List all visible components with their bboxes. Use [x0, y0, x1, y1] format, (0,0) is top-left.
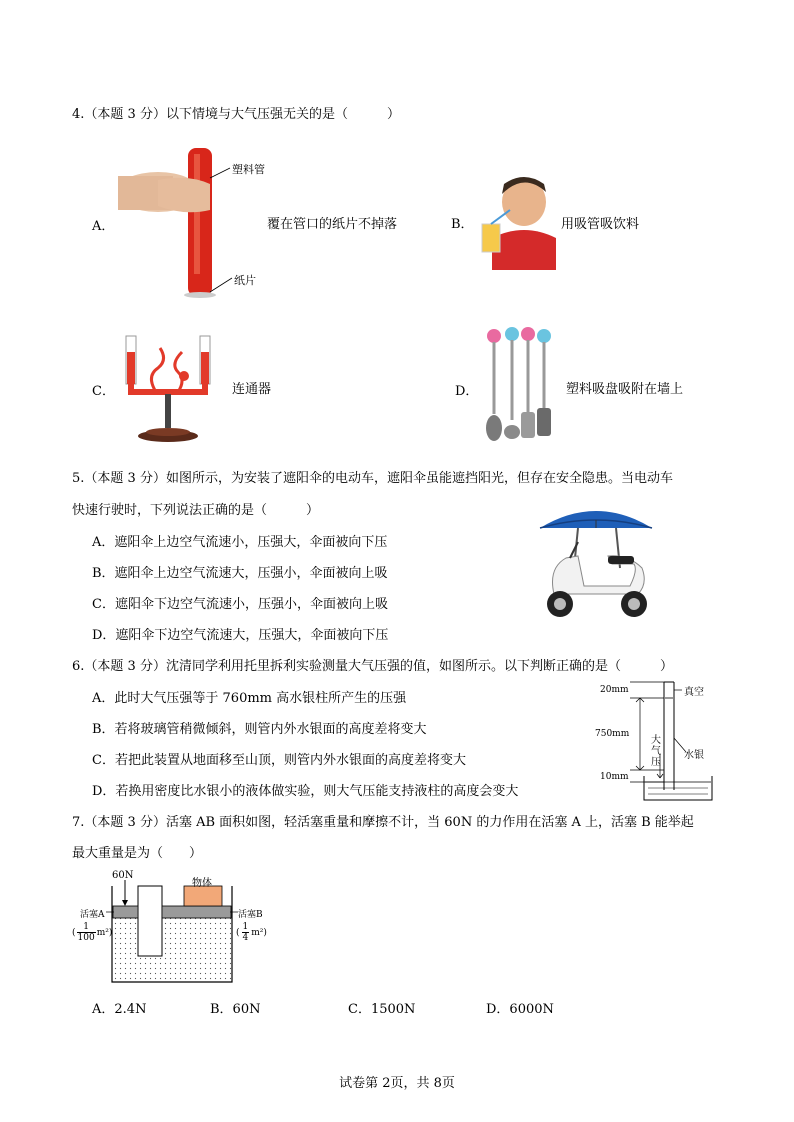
q7-option-c: C．1500N: [348, 1002, 416, 1017]
q5-stem-line1: 5.（本题 3 分）如图所示，为安装了遮阳伞的电动车，遮阳伞虽能遮挡阳光，但存在安全隐患。当电动车: [72, 471, 673, 486]
q6-option-c: C．若把此装置从地面移至山顶，则管内外水银面的高度差将变大: [92, 753, 466, 768]
q4-option-d-letter: D．: [455, 384, 479, 399]
q5-option-a: A．遮阳伞上边空气流速小，压强大，伞面被向下压: [92, 535, 388, 550]
paper-label: 纸片: [234, 274, 256, 287]
q7-option-d: D．6000N: [486, 1002, 554, 1017]
q7-option-a: A．2.4N: [92, 1002, 147, 1017]
q7-stem-line1: 7.（本题 3 分）活塞 AB 面积如图，轻活塞重量和摩擦不计，当 60N 的力作用在活塞 A 上，活塞 B 能举起: [72, 815, 694, 830]
tube-label: 塑料管: [232, 163, 265, 176]
scooter-umbrella-figure: [538, 498, 654, 622]
force-label: 60N: [112, 870, 134, 881]
q6-stem: 6.（本题 3 分）沈清同学利用托里拆利实验测量大气压强的值，如图所示。以下判断正确的是（ ）: [72, 659, 673, 674]
dim-750mm: 750mm: [595, 729, 630, 739]
q4-option-c-text: 连通器: [232, 382, 272, 397]
q4-option-b-text: 用吸管吸饮料: [561, 217, 640, 232]
mercury-label: 水银: [684, 750, 704, 761]
q4-option-b-letter: B．: [451, 217, 474, 232]
q4-option-a-text: 覆在管口的纸片不掉落: [267, 217, 398, 232]
q4-option-a-letter: A．: [92, 219, 115, 234]
q6-option-b: B．若将玻璃管稍微倾斜，则管内外水银面的高度差将变大: [92, 722, 427, 737]
q6-option-d: D．若换用密度比水银小的液体做实验，则大气压能支持液柱的高度会变大: [92, 784, 519, 799]
q4-stem: 4.（本题 3 分）以下情境与大气压强无关的是（ ）: [72, 107, 400, 122]
q5-option-b: B．遮阳伞上边空气流速大，压强小，伞面被向上吸: [92, 566, 388, 581]
q4-option-c-letter: C．: [92, 384, 115, 399]
communicating-vessels-figure: [122, 332, 214, 444]
q5-stem-line2: 快速行驶时，下列说法正确的是（ ）: [72, 503, 320, 518]
q5-option-d: D．遮阳伞下边空气流速大，压强大，伞面被向下压: [92, 628, 389, 643]
q4-option-d-text: 塑料吸盘吸附在墙上: [566, 382, 684, 397]
dim-10mm: 10mm: [600, 772, 629, 782]
q7-option-b: B．60N: [210, 1002, 261, 1017]
q7-stem-line2: 最大重量是为（ ）: [72, 846, 203, 861]
dim-20mm: 20mm: [600, 685, 629, 695]
boy-straw-figure: [474, 172, 558, 270]
piston-a-label: 活塞A: [80, 910, 105, 920]
vacuum-label: 真空: [684, 687, 704, 698]
q6-option-a: A．此时大气压强等于 760mm 高水银柱所产生的压强: [92, 691, 407, 706]
page-footer: 试卷第 2页，共 8页: [339, 1076, 455, 1091]
atm-label: 大 气 压: [651, 735, 661, 768]
suction-cup-utensils-figure: [484, 324, 560, 444]
piston-b-label: 活塞B: [238, 910, 263, 920]
area-a-label: ( 1 100 m² ): [72, 922, 113, 943]
object-label: 物体: [192, 878, 212, 889]
area-b-label: ( 1 4 m² ): [236, 922, 267, 943]
q5-option-c: C．遮阳伞下边空气流速小，压强小，伞面被向上吸: [92, 597, 388, 612]
